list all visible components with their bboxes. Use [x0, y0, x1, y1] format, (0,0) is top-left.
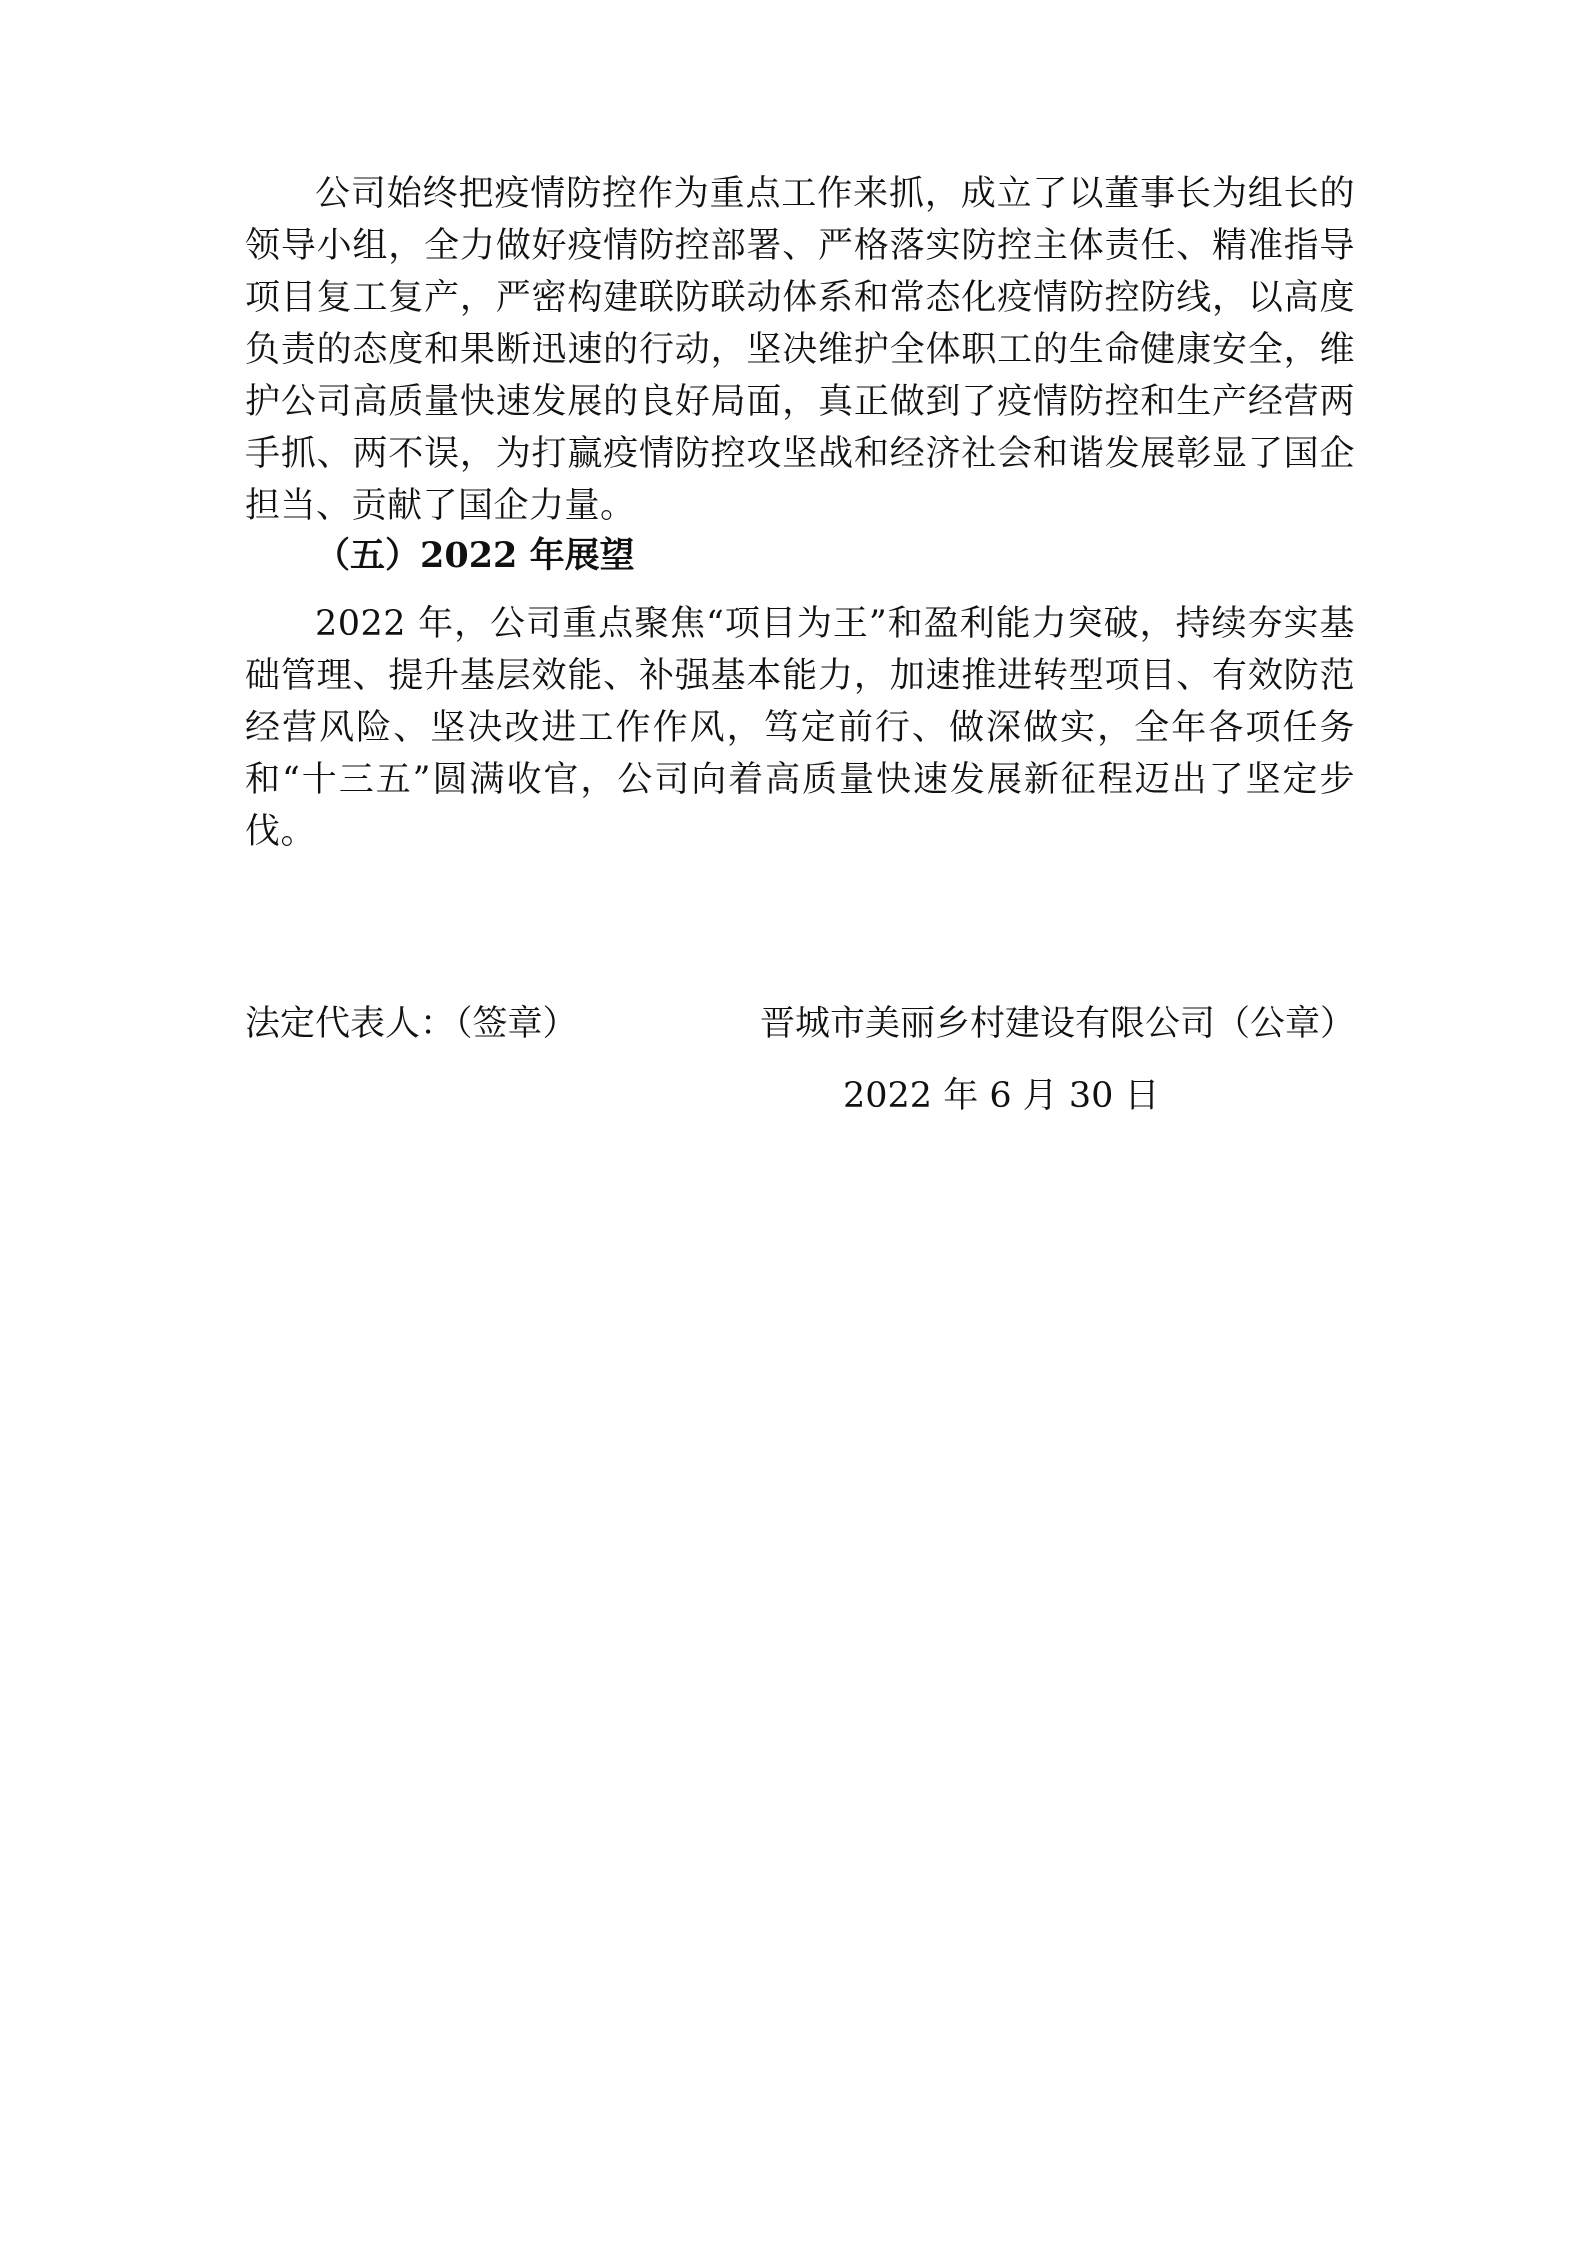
section-heading-2022-outlook: （五）2022 年展望	[315, 535, 635, 576]
company-seal-label: 晋城市美丽乡村建设有限公司（公章）	[759, 1004, 1355, 1044]
legal-representative-signature-label: 法定代表人：（签章）	[245, 1004, 578, 1044]
body-paragraph-2022-outlook: 2022 年，公司重点聚焦“项目为王”和盈利能力突破，持续夯实基础管理、提升基层效能、补强基本能力，加速推进转型项目、有效防范经营风险、坚决改进工作作风，笃定前行、做深做实，全年各项任务和“十三五”圆满收官，公司向着高质量快速发展新征程迈出了坚定步伐。	[245, 604, 1355, 852]
signature-row	[245, 998, 1355, 1050]
document-date: 2022 年 6 月 30 日	[843, 1076, 1160, 1116]
body-paragraph-epidemic-control: 公司始终把疫情防控作为重点工作来抓，成立了以董事长为组长的领导小组，全力做好疫情防控部署、严格落实防控主体责任、精准指导项目复工复产，严密构建联防联动体系和常态化疫情防控防线，以高度负责的态度和果断迅速的行动，坚决维护全体职工的生命健康安全，维护公司高质量快速发展的良好局面，真正做到了疫情防控和生产经营两手抓、两不误，为打赢疫情防控攻坚战和经济社会和谐发展彰显了国企担当、贡献了国企力量。	[245, 174, 1355, 526]
